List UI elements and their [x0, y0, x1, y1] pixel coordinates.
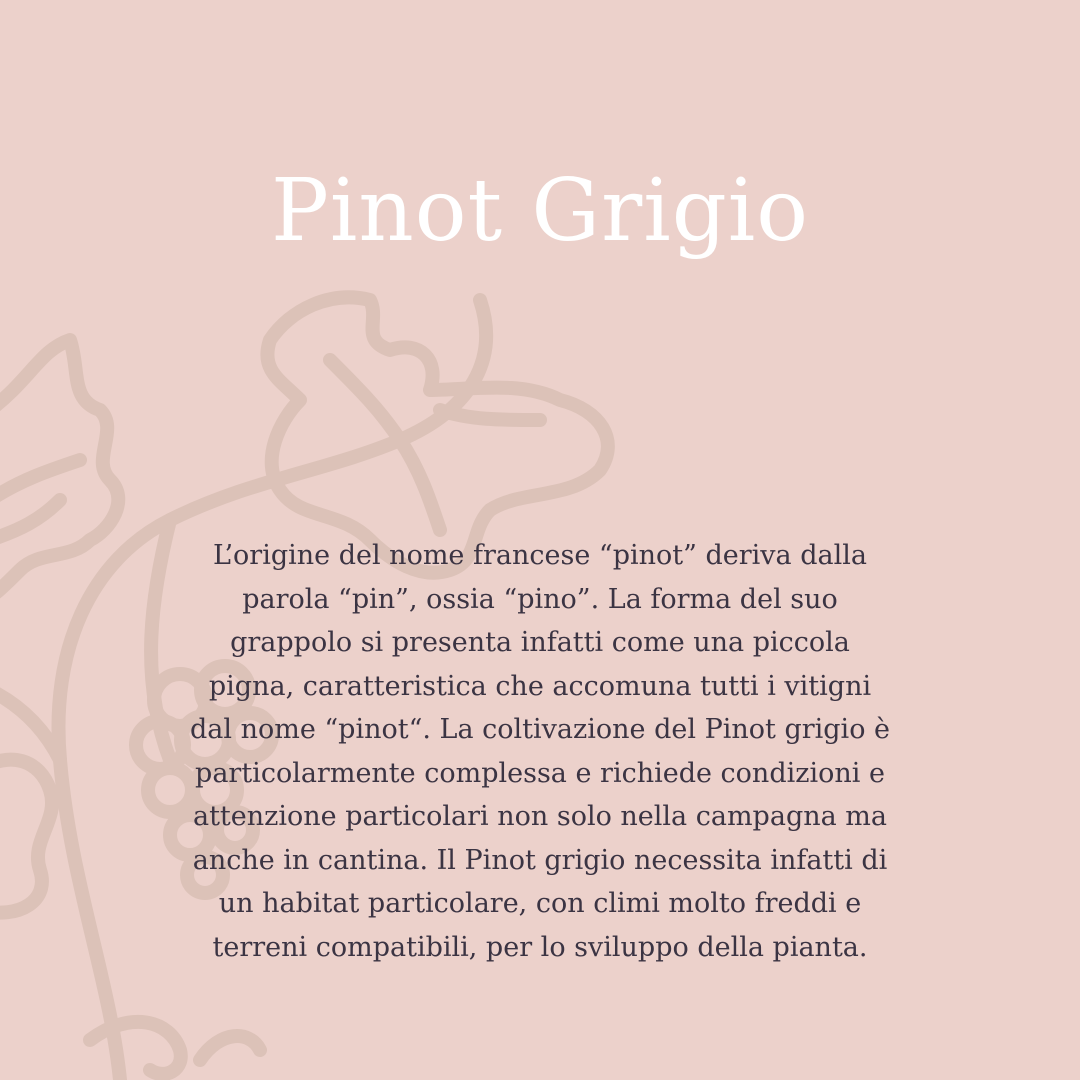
left-leaf-vein-2	[0, 500, 60, 540]
tendril-2	[200, 1036, 260, 1060]
top-leaf-vein-3	[400, 440, 440, 530]
description-paragraph: L’origine del nome francese “pinot” deriva dalla parola “pin”, ossia “pino”. La forma del suo grappolo si presenta infatti come una piccola pigna, caratteristica che accomuna tutti i vitigni dal nome “pinot“. La coltivazione del Pinot grigio è particolarmente complessa e richiede condizioni e attenzione particolari non solo nella campagna ma anche in cantina. Il Pinot grigio necessita infatti di un habitat particolare, con climi molto freddi e terreni compatibili, per lo sviluppo della pianta.	[189, 540, 891, 963]
lower-leaf	[0, 760, 52, 913]
left-leaf-vein	[0, 460, 80, 500]
vine-branch	[0, 690, 60, 760]
tendril	[90, 1022, 181, 1074]
top-leaf-vein-2	[440, 410, 540, 420]
top-leaf-vein	[330, 360, 400, 440]
page-title: Pinot Grigio	[270, 161, 810, 261]
